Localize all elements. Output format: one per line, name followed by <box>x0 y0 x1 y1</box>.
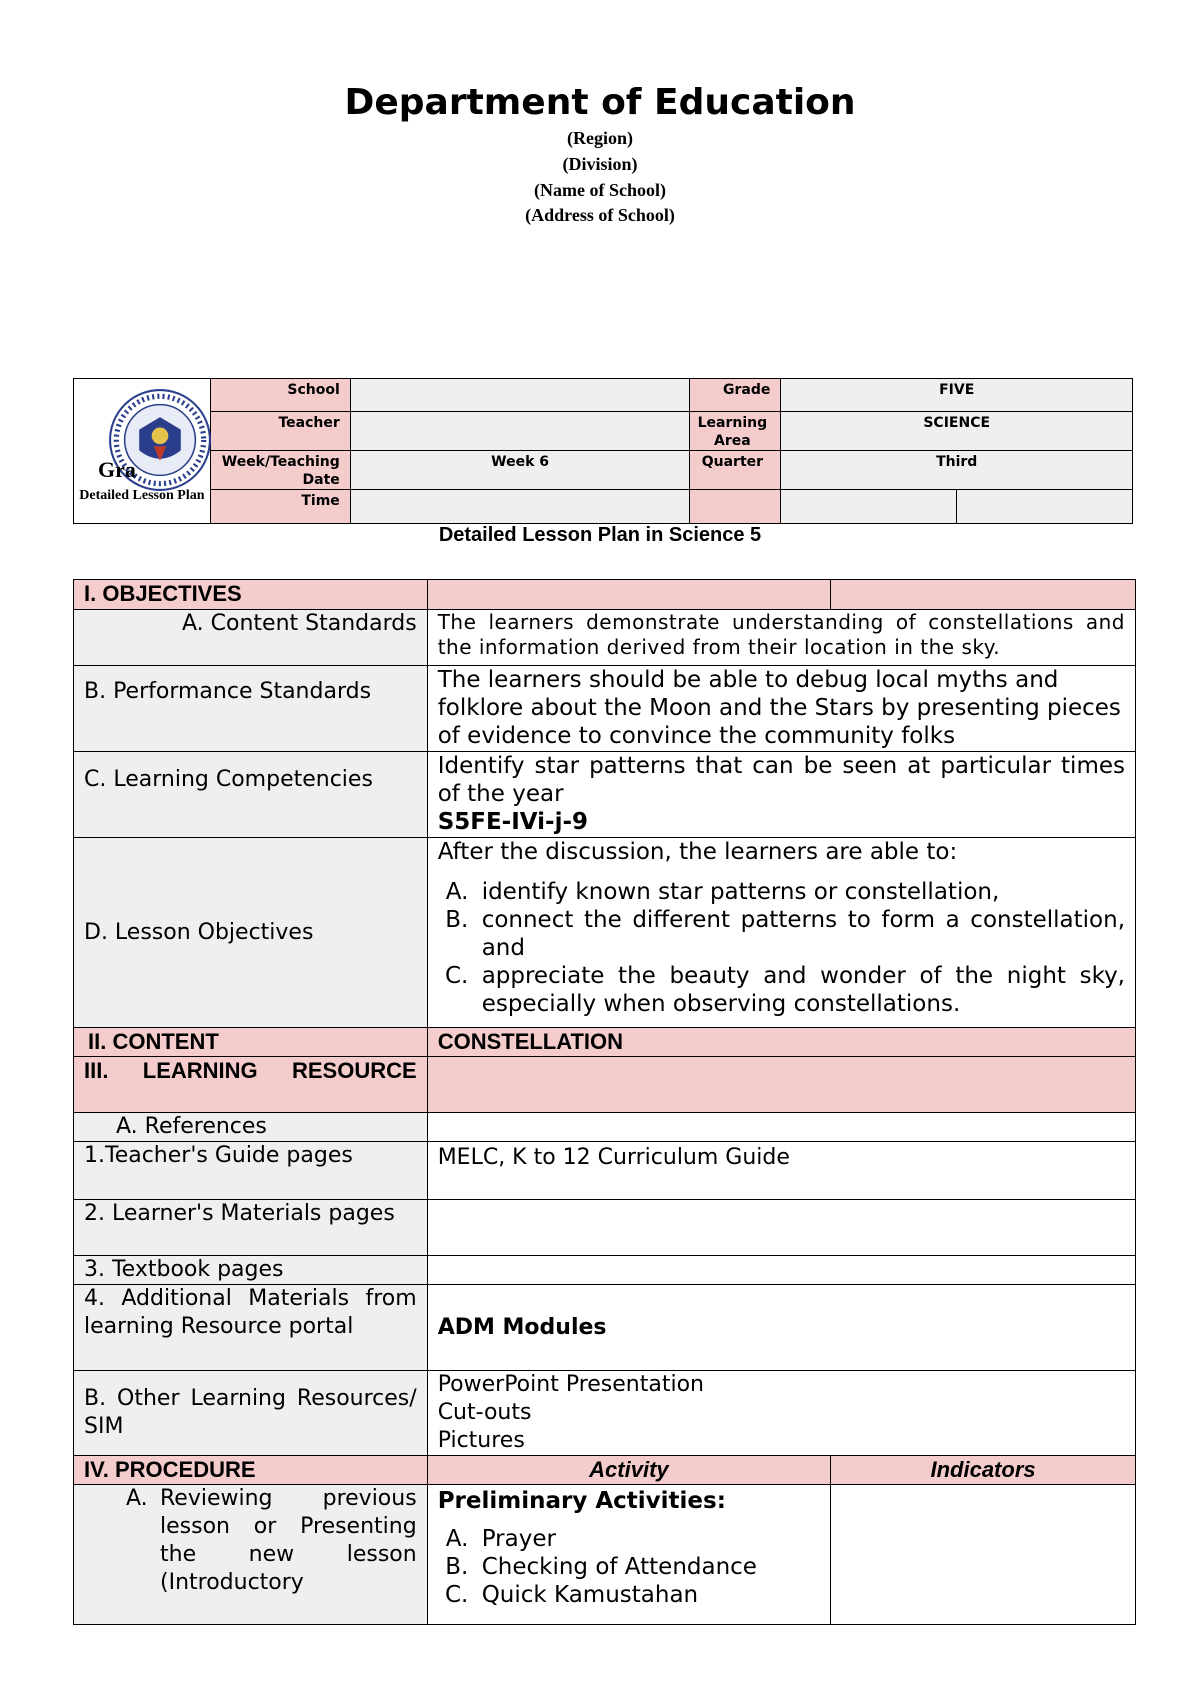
other-resources-value <box>427 1371 1135 1456</box>
learning-area-value: SCIENCE <box>781 412 1133 451</box>
grade-value: FIVE <box>781 379 1133 412</box>
lesson-objectives-label: D. Lesson Objectives <box>74 838 428 1028</box>
objectives-blank-2 <box>831 580 1136 610</box>
teachers-guide-label: 1.Teacher's Guide pages <box>74 1142 428 1200</box>
time-label: Time <box>210 490 350 524</box>
performance-standards-label: B. Performance Standards <box>74 666 428 752</box>
content-standards-value: The learners demonstrate understanding of constellations and the information derived from their location in the sky. <box>427 610 1135 666</box>
list-item: B. connect the different patterns to form a constellation, and <box>476 906 1125 962</box>
lesson-plan-title: Detailed Lesson Plan in Science 5 <box>438 524 762 546</box>
lesson-objectives-value: After the discussion, the learners are able to: A. identify known star patterns or constellation, B. connect the different patterns to form a constellation, and C. appreciate the beauty and wonder of the night sky, especially when observing constellations. <box>427 838 1135 1028</box>
teachers-guide-value: MELC, K to 12 Curriculum Guide <box>427 1142 1135 1200</box>
indicators-cell <box>831 1485 1136 1625</box>
list-item: Cut-outs <box>437 1400 532 1425</box>
grade-label: Grade <box>690 379 781 412</box>
school-value <box>350 379 690 412</box>
list-item: A. Prayer <box>476 1525 820 1553</box>
time-blank-pink <box>690 490 781 524</box>
learners-materials-label: 2. Learner's Materials pages <box>74 1200 428 1256</box>
info-table <box>73 378 1133 524</box>
list-item: A. identify known star patterns or constellation, <box>476 878 1125 906</box>
lesson-plan-table <box>73 579 1136 1625</box>
list-item: PowerPoint Presentation <box>437 1372 704 1397</box>
logo-grade-text: Gra <box>98 457 136 482</box>
list-item: Pictures <box>437 1428 525 1453</box>
objectives-heading: I. OBJECTIVES <box>74 580 428 610</box>
performance-standards-value: The learners should be able to debug local myths and folklore about the Moon and the Stars by presenting pieces of evidence to convince the community folks <box>427 666 1135 752</box>
procedure-heading: IV. PROCEDURE <box>74 1456 428 1485</box>
teacher-value <box>350 412 690 451</box>
competency-code: S5FE-IVi-j-9 <box>437 809 589 835</box>
school-label: School <box>210 379 350 412</box>
references-label: A. References <box>74 1113 428 1142</box>
content-standards-label: A. Content Standards <box>74 610 428 666</box>
textbook-label: 3. Textbook pages <box>74 1256 428 1285</box>
preliminary-list <box>438 1525 820 1609</box>
learners-materials-value <box>427 1200 1135 1256</box>
preliminary-title: Preliminary Activities: <box>437 1488 726 1514</box>
content-heading: II. CONTENT <box>74 1028 428 1057</box>
list-item: C. Quick Kamustahan <box>476 1581 820 1609</box>
references-value <box>427 1113 1135 1142</box>
preliminary-activities-cell <box>427 1485 830 1625</box>
competencies-value: Identify star patterns that can be seen at particular times of the year S5FE-IVi-j-9 <box>427 752 1135 838</box>
division-label: (Division) <box>562 154 638 174</box>
time-blank-1 <box>781 490 957 524</box>
region-label: (Region) <box>567 128 633 148</box>
learning-area-label: Learning Area <box>690 412 781 451</box>
list-item: C. appreciate the beauty and wonder of the night sky, especially when observing constellations. <box>476 962 1125 1018</box>
teacher-label: Teacher <box>210 412 350 451</box>
lesson-objectives-list <box>438 878 1125 1018</box>
school-name-label: (Name of School) <box>534 180 666 200</box>
activity-column-header: Activity <box>427 1456 830 1485</box>
week-label: Week/Teaching Date <box>210 451 350 490</box>
other-resources-label: B. Other Learning Resources/ SIM <box>74 1371 428 1456</box>
list-item: B. Checking of Attendance <box>476 1553 820 1581</box>
additional-materials-value: ADM Modules <box>427 1285 1135 1371</box>
time-blank-2 <box>957 490 1133 524</box>
resources-heading: III. LEARNING RESOURCE <box>74 1057 428 1113</box>
resources-blank <box>427 1057 1135 1113</box>
content-value: CONSTELLATION <box>427 1028 1135 1057</box>
week-value: Week 6 <box>350 451 690 490</box>
indicators-column-header: Indicators <box>831 1456 1136 1485</box>
logo-caption: Detailed Lesson Plan <box>79 488 205 503</box>
review-lesson-label: A. Reviewing previous lesson or Presenting the new lesson (Introductory <box>74 1485 428 1625</box>
time-value <box>350 490 690 524</box>
textbook-value <box>427 1256 1135 1285</box>
deped-logo-cell <box>74 379 211 524</box>
additional-materials-label: 4. Additional Materials from learning Resource portal <box>74 1285 428 1371</box>
school-address-label: (Address of School) <box>525 205 675 225</box>
competencies-label: C. Learning Competencies <box>74 752 428 838</box>
department-title: Department of Education <box>344 82 856 123</box>
objectives-blank-1 <box>427 580 830 610</box>
quarter-label: Quarter <box>690 451 781 490</box>
quarter-value: Third <box>781 451 1133 490</box>
